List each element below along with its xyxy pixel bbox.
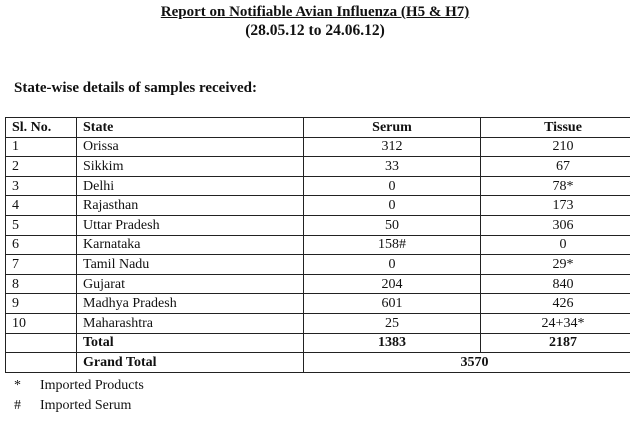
cell-serum: 0 bbox=[304, 196, 481, 216]
cell-state: Uttar Pradesh bbox=[77, 215, 304, 235]
cell-state: Rajasthan bbox=[77, 196, 304, 216]
total-label: Total bbox=[77, 333, 304, 353]
cell-tissue: 173 bbox=[481, 196, 630, 216]
cell-state: Maharashtra bbox=[77, 313, 304, 333]
grand-total-label: Grand Total bbox=[77, 353, 304, 373]
cell-tissue: 426 bbox=[481, 294, 630, 314]
cell-tissue: 78* bbox=[481, 176, 630, 196]
cell-sl-no: 4 bbox=[6, 196, 77, 216]
cell-tissue: 0 bbox=[481, 235, 630, 255]
cell-tissue: 306 bbox=[481, 215, 630, 235]
cell-serum: 50 bbox=[304, 215, 481, 235]
cell-sl-no: 8 bbox=[6, 274, 77, 294]
cell-serum: 25 bbox=[304, 313, 481, 333]
cell-sl-no-empty bbox=[6, 353, 77, 373]
table-row bbox=[6, 294, 630, 314]
header-tissue: Tissue bbox=[481, 118, 630, 138]
footnote bbox=[14, 396, 144, 416]
report-title: Report on Notifiable Avian Influenza (H5 & H7) bbox=[160, 4, 470, 20]
cell-tissue: 840 bbox=[481, 274, 630, 294]
cell-sl-no-empty bbox=[6, 333, 77, 353]
table-row bbox=[6, 176, 630, 196]
cell-serum: 312 bbox=[304, 137, 481, 157]
cell-sl-no: 5 bbox=[6, 215, 77, 235]
table-row bbox=[6, 137, 630, 157]
table-row bbox=[6, 255, 630, 275]
report-period: (28.05.12 to 24.06.12) bbox=[245, 22, 385, 39]
cell-serum: 204 bbox=[304, 274, 481, 294]
footnotes bbox=[14, 376, 144, 416]
table-row bbox=[6, 235, 630, 255]
cell-sl-no: 10 bbox=[6, 313, 77, 333]
grand-total-value: 3570 bbox=[304, 353, 630, 373]
footnote-symbol: # bbox=[14, 398, 21, 413]
table-header-row bbox=[6, 118, 630, 138]
samples-table bbox=[5, 117, 630, 373]
cell-sl-no: 9 bbox=[6, 294, 77, 314]
cell-sl-no: 7 bbox=[6, 255, 77, 275]
cell-sl-no: 6 bbox=[6, 235, 77, 255]
total-row bbox=[6, 333, 630, 353]
cell-state: Tamil Nadu bbox=[77, 255, 304, 275]
cell-serum: 601 bbox=[304, 294, 481, 314]
cell-tissue: 210 bbox=[481, 137, 630, 157]
cell-sl-no: 3 bbox=[6, 176, 77, 196]
cell-tissue: 29* bbox=[481, 255, 630, 275]
table-row bbox=[6, 196, 630, 216]
table-row bbox=[6, 274, 630, 294]
table-row bbox=[6, 313, 630, 333]
cell-serum: 33 bbox=[304, 157, 481, 177]
cell-state: Karnataka bbox=[77, 235, 304, 255]
cell-state: Orissa bbox=[77, 137, 304, 157]
cell-state: Sikkim bbox=[77, 157, 304, 177]
cell-tissue: 24+34* bbox=[481, 313, 630, 333]
cell-state: Madhya Pradesh bbox=[77, 294, 304, 314]
footnote-text: Imported Products bbox=[40, 378, 144, 393]
footnote bbox=[14, 376, 144, 396]
cell-state: Delhi bbox=[77, 176, 304, 196]
cell-serum: 0 bbox=[304, 255, 481, 275]
table-row bbox=[6, 215, 630, 235]
cell-sl-no: 2 bbox=[6, 157, 77, 177]
footnote-symbol: * bbox=[14, 378, 21, 393]
total-tissue: 2187 bbox=[481, 333, 630, 353]
header-sl-no: Sl. No. bbox=[6, 118, 77, 138]
cell-serum: 0 bbox=[304, 176, 481, 196]
header-state: State bbox=[77, 118, 304, 138]
cell-serum: 158# bbox=[304, 235, 481, 255]
footnote-text: Imported Serum bbox=[40, 398, 132, 413]
total-serum: 1383 bbox=[304, 333, 481, 353]
header-serum: Serum bbox=[304, 118, 481, 138]
grand-total-row bbox=[6, 353, 630, 373]
cell-state: Gujarat bbox=[77, 274, 304, 294]
table-row bbox=[6, 157, 630, 177]
cell-sl-no: 1 bbox=[6, 137, 77, 157]
cell-tissue: 67 bbox=[481, 157, 630, 177]
section-heading: State-wise details of samples received: bbox=[14, 80, 258, 96]
